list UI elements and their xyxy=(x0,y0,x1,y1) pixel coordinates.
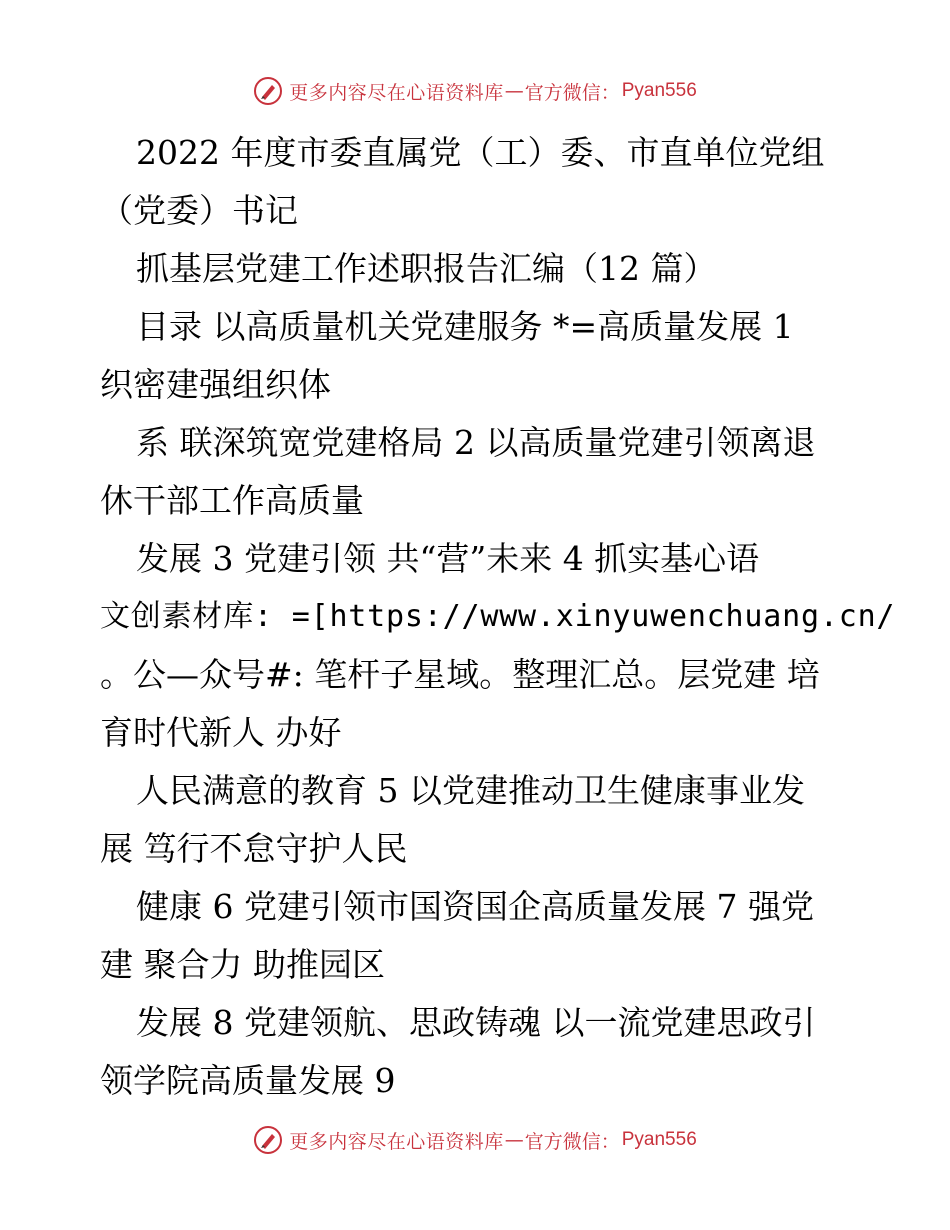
banner-wechat-label: 官方微信： xyxy=(524,81,620,104)
header-watermark-banner xyxy=(0,71,950,111)
doc-line-12: 人民满意的教育 5 以党建推动卫生健康事业发 xyxy=(136,771,805,810)
doc-line-1: 2022 年度市委直属党（工）委、市直单位党组 xyxy=(136,133,825,172)
banner-text: 更多内容尽在心语资料库 xyxy=(289,1130,504,1153)
doc-line-8: 发展 3 党建引领 共“营”未来 4 抓实基心语 xyxy=(136,539,760,578)
doc-line-6: 系 联深筑宽党建格局 2 以高质量党建引领离退 xyxy=(136,423,816,462)
doc-line-13: 展 笃行不怠守护人民 xyxy=(100,829,408,868)
footer-watermark-banner xyxy=(0,1120,950,1160)
doc-line-2: （党委）书记 xyxy=(100,191,298,230)
doc-line-11: 育时代新人 办好 xyxy=(100,713,342,752)
doc-line-17: 领学院高质量发展 9 xyxy=(100,1061,396,1100)
banner-dash: — xyxy=(504,80,524,102)
banner-text: 更多内容尽在心语资料库 xyxy=(289,81,504,104)
doc-line-14: 健康 6 党建引领市国资国企高质量发展 7 强党 xyxy=(136,887,814,926)
doc-line-3: 抓基层党建工作述职报告汇编（12 篇） xyxy=(136,249,717,288)
doc-line-15: 建 聚合力 助推园区 xyxy=(100,945,385,984)
doc-line-9-url: 文创素材库: =[https://www.xinyuwenchuang.cn/ xyxy=(100,599,896,634)
doc-line-10: 。公—众号#: 笔杆子星域。整理汇总。层党建 培 xyxy=(100,655,820,694)
pen-nib-logo-icon xyxy=(253,1125,283,1155)
pen-nib-logo-icon xyxy=(253,76,283,106)
doc-line-7: 休干部工作高质量 xyxy=(100,481,364,520)
document-body xyxy=(100,124,896,1110)
banner-dash: — xyxy=(504,1129,524,1151)
doc-line-16: 发展 8 党建领航、思政铸魂 以一流党建思政引 xyxy=(136,1003,816,1042)
banner-wechat-id: Pyan556 xyxy=(621,1129,697,1150)
doc-line-5: 织密建强组织体 xyxy=(100,365,331,404)
banner-wechat-label: 官方微信： xyxy=(524,1130,620,1153)
banner-wechat-id: Pyan556 xyxy=(621,80,697,101)
doc-line-4: 目录 以高质量机关党建服务 *=高质量发展 1 xyxy=(136,307,794,346)
